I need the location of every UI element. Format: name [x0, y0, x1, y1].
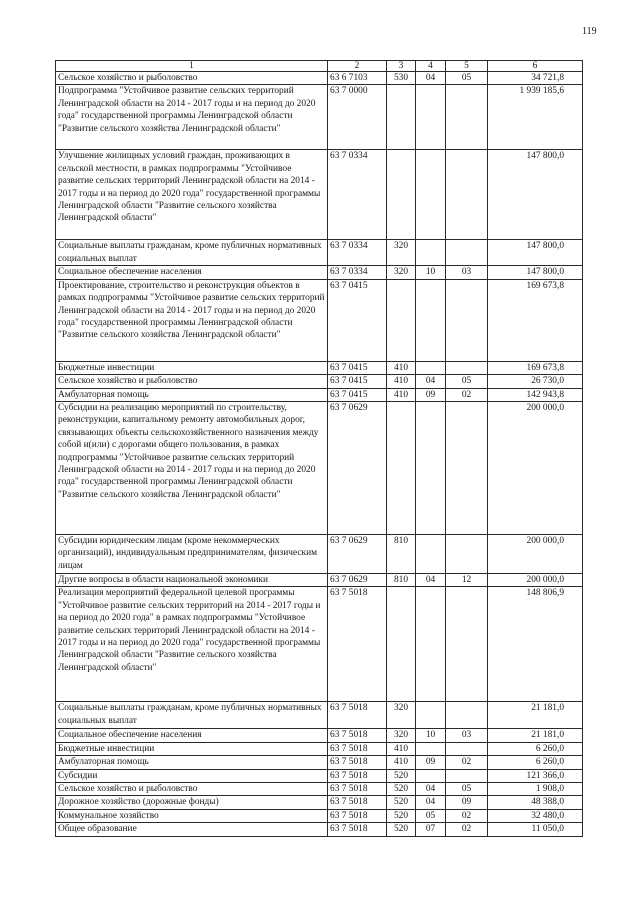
row-target-code: 63 7 0415	[328, 375, 387, 388]
row-name: Социальные выплаты гражданам, кроме публичных нормативных социальных выплат	[56, 240, 328, 266]
row-expense-type: 810	[387, 535, 416, 574]
row-subsection	[446, 702, 488, 729]
row-target-code: 63 7 0629	[328, 402, 387, 535]
row-expense-type: 410	[387, 388, 416, 401]
row-name: Бюджетные инвестиции	[56, 361, 328, 374]
row-section	[416, 85, 446, 150]
row-expense-type: 520	[387, 823, 416, 836]
row-amount: 1 939 185,6	[488, 85, 583, 150]
row-section: 04	[416, 796, 446, 809]
row-subsection: 05	[446, 375, 488, 388]
row-name: Социальные выплаты гражданам, кроме публичных нормативных социальных выплат	[56, 702, 328, 729]
row-name: Сельское хозяйство и рыболовство	[56, 72, 328, 85]
row-target-code: 63 7 0334	[328, 150, 387, 240]
row-expense-type: 520	[387, 769, 416, 782]
row-expense-type: 320	[387, 702, 416, 729]
row-expense-type	[387, 587, 416, 702]
row-subsection: 05	[446, 783, 488, 796]
row-name: Дорожное хозяйство (дорожные фонды)	[56, 796, 328, 809]
table-row	[56, 402, 583, 535]
row-expense-type	[387, 150, 416, 240]
row-target-code: 63 7 0000	[328, 85, 387, 150]
row-subsection: 02	[446, 809, 488, 822]
row-subsection	[446, 279, 488, 361]
row-subsection: 12	[446, 574, 488, 587]
table-header-row	[56, 61, 583, 72]
row-name: Подпрограмма "Устойчивое развитие сельских территорий Ленинградской области на 2014 - 2017 годы и на период до 2020 года" государственной программы Ленинградской области "Развитие сельского хозяйства Ленинградской области"	[56, 85, 328, 150]
row-name: Другие вопросы в области национальной экономики	[56, 574, 328, 587]
row-section: 09	[416, 756, 446, 769]
row-section: 07	[416, 823, 446, 836]
row-section	[416, 361, 446, 374]
row-amount: 26 730,0	[488, 375, 583, 388]
row-target-code: 63 7 5018	[328, 756, 387, 769]
row-target-code: 63 7 5018	[328, 742, 387, 755]
table-row	[56, 742, 583, 755]
table-row	[56, 809, 583, 822]
row-target-code: 63 6 7103	[328, 72, 387, 85]
row-target-code: 63 7 5018	[328, 702, 387, 729]
row-target-code: 63 7 0334	[328, 266, 387, 279]
row-amount: 21 181,0	[488, 729, 583, 742]
row-subsection: 05	[446, 72, 488, 85]
row-amount: 147 800,0	[488, 240, 583, 266]
table-row	[56, 796, 583, 809]
table-row	[56, 266, 583, 279]
row-section	[416, 279, 446, 361]
table-row	[56, 769, 583, 782]
row-target-code: 63 7 5018	[328, 587, 387, 702]
row-amount: 6 260,0	[488, 742, 583, 755]
table-row	[56, 279, 583, 361]
row-subsection: 03	[446, 729, 488, 742]
column-header: 4	[416, 61, 446, 72]
row-section	[416, 150, 446, 240]
row-expense-type: 320	[387, 266, 416, 279]
column-header: 1	[56, 61, 328, 72]
table-row	[56, 240, 583, 266]
row-target-code: 63 7 0629	[328, 574, 387, 587]
row-subsection	[446, 587, 488, 702]
row-amount: 1 908,0	[488, 783, 583, 796]
row-name: Улучшение жилищных условий граждан, проживающих в сельской местности, в рамках подпрограммы "Устойчивое развитие сельских территорий Ленинградской области на 2014 - 2017 годы и на период до 2020 года" государственной программы Ленинградской области "Развитие сельского хозяйства Ленинградской области"	[56, 150, 328, 240]
row-section: 10	[416, 266, 446, 279]
row-amount: 200 000,0	[488, 402, 583, 535]
row-section	[416, 742, 446, 755]
row-section: 05	[416, 809, 446, 822]
table-row	[56, 85, 583, 150]
row-section: 10	[416, 729, 446, 742]
table-row	[56, 535, 583, 574]
row-amount: 148 806,9	[488, 587, 583, 702]
row-name: Сельское хозяйство и рыболовство	[56, 375, 328, 388]
row-section	[416, 769, 446, 782]
row-amount: 200 000,0	[488, 574, 583, 587]
row-section	[416, 402, 446, 535]
budget-table	[55, 60, 583, 837]
table-row	[56, 150, 583, 240]
row-expense-type	[387, 85, 416, 150]
row-subsection	[446, 769, 488, 782]
row-target-code: 63 7 5018	[328, 823, 387, 836]
row-target-code: 63 7 0415	[328, 279, 387, 361]
row-target-code: 63 7 0415	[328, 361, 387, 374]
row-name: Коммунальное хозяйство	[56, 809, 328, 822]
row-amount: 48 388,0	[488, 796, 583, 809]
row-subsection: 03	[446, 266, 488, 279]
row-amount: 142 943,8	[488, 388, 583, 401]
row-subsection: 02	[446, 756, 488, 769]
row-expense-type: 530	[387, 72, 416, 85]
row-expense-type: 520	[387, 809, 416, 822]
row-name: Субсидии юридическим лицам (кроме некоммерческих организаций), индивидуальным предпринимателям, физическим лицам	[56, 535, 328, 574]
row-name: Субсидии на реализацию мероприятий по строительству, реконструкции, капитальному ремонту автомобильных дорог, связывающих объекты сельскохозяйственного назначения между собой и(или) с дорогами общего пользования, в рамках подпрограммы "Устойчивое развитие сельских территорий Ленинградской области на 2014 - 2017 годы и на период до 2020 года" государственной программы Ленинградской области "Развитие сельского хозяйства Ленинградской области"	[56, 402, 328, 535]
column-header: 6	[488, 61, 583, 72]
row-section: 04	[416, 783, 446, 796]
table-row	[56, 375, 583, 388]
row-section: 04	[416, 574, 446, 587]
table-row	[56, 729, 583, 742]
row-amount: 200 000,0	[488, 535, 583, 574]
row-amount: 169 673,8	[488, 279, 583, 361]
row-subsection: 02	[446, 388, 488, 401]
row-subsection: 02	[446, 823, 488, 836]
row-subsection: 09	[446, 796, 488, 809]
row-name: Амбулаторная помощь	[56, 388, 328, 401]
table-row	[56, 783, 583, 796]
row-target-code: 63 7 0334	[328, 240, 387, 266]
row-name: Общее образование	[56, 823, 328, 836]
row-name: Бюджетные инвестиции	[56, 742, 328, 755]
row-subsection	[446, 85, 488, 150]
row-subsection	[446, 402, 488, 535]
row-expense-type: 410	[387, 375, 416, 388]
row-name: Проектирование, строительство и реконструкция объектов в рамках подпрограммы "Устойчивое развитие сельских территорий Ленинградской области на 2014 - 2017 годы и на период до 2020 года" государственной программы Ленинградской области "Развитие сельского хозяйства Ленинградской области"	[56, 279, 328, 361]
row-amount: 11 050,0	[488, 823, 583, 836]
row-amount: 147 800,0	[488, 266, 583, 279]
row-amount: 21 181,0	[488, 702, 583, 729]
row-expense-type: 320	[387, 240, 416, 266]
row-section	[416, 702, 446, 729]
row-subsection	[446, 240, 488, 266]
row-expense-type	[387, 402, 416, 535]
row-name: Амбулаторная помощь	[56, 756, 328, 769]
row-section: 04	[416, 72, 446, 85]
column-header: 2	[328, 61, 387, 72]
row-amount: 121 366,0	[488, 769, 583, 782]
table-row	[56, 756, 583, 769]
row-name: Субсидии	[56, 769, 328, 782]
row-subsection	[446, 361, 488, 374]
row-expense-type: 810	[387, 574, 416, 587]
row-expense-type: 520	[387, 796, 416, 809]
table-row	[56, 574, 583, 587]
row-name: Социальное обеспечение населения	[56, 266, 328, 279]
row-section	[416, 587, 446, 702]
row-target-code: 63 7 5018	[328, 769, 387, 782]
row-amount: 169 673,8	[488, 361, 583, 374]
table-row	[56, 361, 583, 374]
table-row	[56, 388, 583, 401]
row-expense-type	[387, 279, 416, 361]
table-row	[56, 587, 583, 702]
row-target-code: 63 7 5018	[328, 809, 387, 822]
row-name: Реализация мероприятий федеральной целевой программы "Устойчивое развитие сельских территорий на 2014 - 2017 годы и на период до 2020 года" в рамках подпрограммы "Устойчивое развитие сельских территорий Ленинградской области на 2014 - 2017 годы и на период до 2020 года" государственной программы Ленинградской области "Развитие сельского хозяйства Ленинградской области"	[56, 587, 328, 702]
row-name: Социальное обеспечение населения	[56, 729, 328, 742]
row-subsection	[446, 150, 488, 240]
row-amount: 147 800,0	[488, 150, 583, 240]
table-row	[56, 702, 583, 729]
row-target-code: 63 7 5018	[328, 796, 387, 809]
row-subsection	[446, 742, 488, 755]
row-name: Сельское хозяйство и рыболовство	[56, 783, 328, 796]
row-target-code: 63 7 5018	[328, 729, 387, 742]
row-section	[416, 535, 446, 574]
row-section	[416, 240, 446, 266]
column-header: 3	[387, 61, 416, 72]
page-number: 119	[582, 26, 597, 37]
row-amount: 32 480,0	[488, 809, 583, 822]
row-subsection	[446, 535, 488, 574]
table-row	[56, 72, 583, 85]
row-target-code: 63 7 0415	[328, 388, 387, 401]
row-expense-type: 520	[387, 783, 416, 796]
row-amount: 34 721,8	[488, 72, 583, 85]
row-amount: 6 260,0	[488, 756, 583, 769]
row-section: 09	[416, 388, 446, 401]
row-section: 04	[416, 375, 446, 388]
row-expense-type: 410	[387, 742, 416, 755]
row-target-code: 63 7 5018	[328, 783, 387, 796]
row-expense-type: 410	[387, 756, 416, 769]
row-expense-type: 410	[387, 361, 416, 374]
row-expense-type: 320	[387, 729, 416, 742]
row-target-code: 63 7 0629	[328, 535, 387, 574]
table-row	[56, 823, 583, 836]
column-header: 5	[446, 61, 488, 72]
